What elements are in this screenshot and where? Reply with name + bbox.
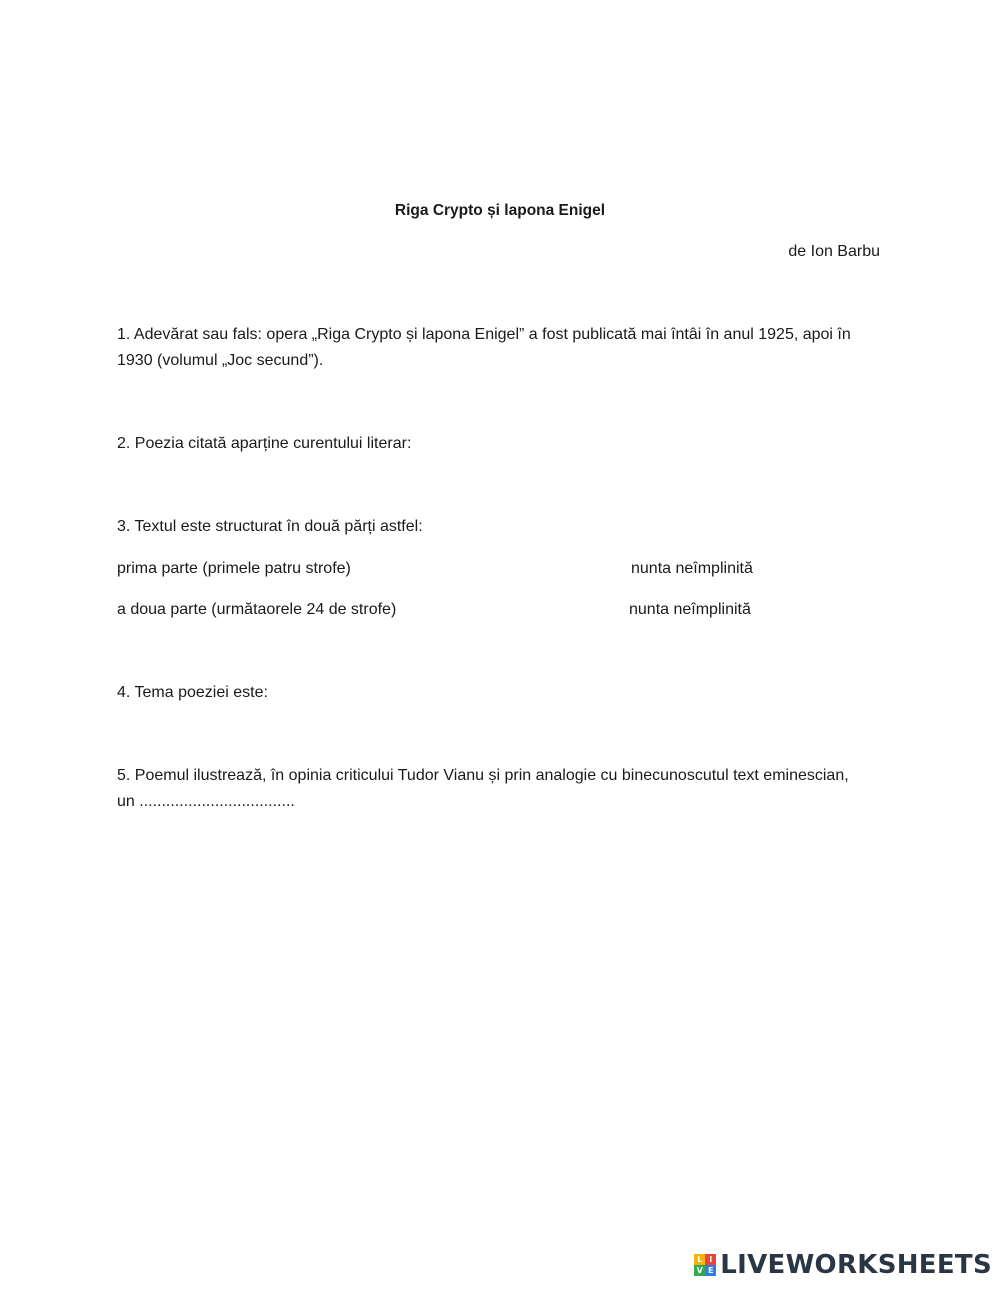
row-1-label: prima parte (primele patru strofe) xyxy=(117,560,351,577)
logo-text: LIVEWORKSHEETS xyxy=(720,1250,992,1280)
question-3-row-1 xyxy=(117,556,887,582)
row-2-answer: nunta neîmplinită xyxy=(629,601,751,618)
question-5-line-2: un ................................... xyxy=(117,793,295,810)
question-3-row-2 xyxy=(117,597,887,623)
row-2-label: a doua parte (următaorele 24 de strofe) xyxy=(117,601,397,618)
logo-letter-e: E xyxy=(705,1265,716,1276)
question-5 xyxy=(117,763,887,815)
question-5-line-1: 5. Poemul ilustrează, în opinia criticului Tudor Vianu și prin analogie cu binecunoscutul text eminescian, xyxy=(117,767,849,784)
liveworksheets-logo xyxy=(694,1249,992,1281)
question-2: 2. Poezia citată aparține curentului literar: xyxy=(117,435,412,452)
document-author: de Ion Barbu xyxy=(788,243,880,260)
question-3: 3. Textul este structurat în două părți astfel: xyxy=(117,518,423,535)
question-1: 1. Adevărat sau fals: opera „Riga Crypto și lapona Enigel” a fost publicată mai întâi în anul 1925, apoi în 1930 (volumul „Joc secund”). xyxy=(117,326,851,369)
logo-letter-l: L xyxy=(694,1254,705,1265)
logo-mark-icon xyxy=(694,1254,716,1276)
question-4: 4. Tema poeziei este: xyxy=(117,684,268,701)
row-1-answer: nunta neîmplinită xyxy=(631,560,753,577)
logo-letter-v: V xyxy=(694,1265,705,1276)
document-title: Riga Crypto și lapona Enigel xyxy=(394,202,606,219)
logo-letter-i: I xyxy=(705,1254,716,1265)
